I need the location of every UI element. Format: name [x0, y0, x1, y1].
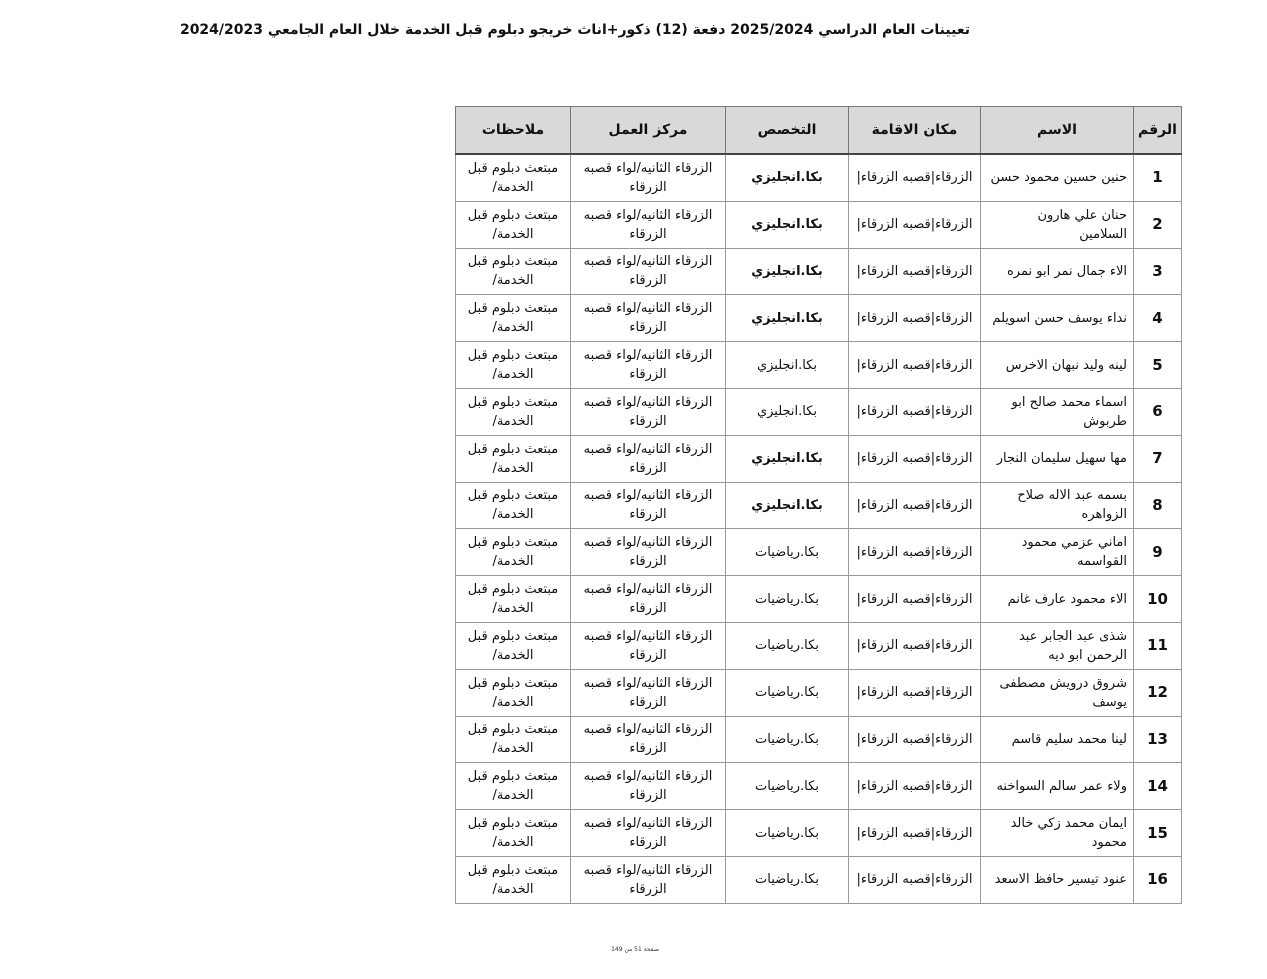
row-notes: مبتعث دبلوم قبل الخدمة/: [456, 856, 571, 903]
row-name: عنود تيسير حافظ الاسعد: [981, 856, 1134, 903]
row-notes: مبتعث دبلوم قبل الخدمة/: [456, 201, 571, 248]
table-row: [456, 388, 1182, 435]
row-number: 12: [1134, 669, 1182, 716]
row-specialty: بكا.انجليزي: [726, 342, 849, 389]
row-workplace: الزرقاء الثانيه/لواء قصبه الزرقاء: [571, 154, 726, 201]
row-workplace: الزرقاء الثانيه/لواء قصبه الزرقاء: [571, 716, 726, 763]
row-number: 3: [1134, 248, 1182, 295]
table-row: [456, 435, 1182, 482]
row-notes: مبتعث دبلوم قبل الخدمة/: [456, 810, 571, 857]
row-workplace: الزرقاء الثانيه/لواء قصبه الزرقاء: [571, 529, 726, 576]
row-specialty: بكا.رياضيات: [726, 576, 849, 623]
row-notes: مبتعث دبلوم قبل الخدمة/: [456, 716, 571, 763]
row-notes: مبتعث دبلوم قبل الخدمة/: [456, 669, 571, 716]
row-name: الاء جمال نمر ابو نمره: [981, 248, 1134, 295]
row-notes: مبتعث دبلوم قبل الخدمة/: [456, 435, 571, 482]
row-number: 8: [1134, 482, 1182, 529]
row-specialty: بكا.رياضيات: [726, 529, 849, 576]
table-row: [456, 576, 1182, 623]
row-workplace: الزرقاء الثانيه/لواء قصبه الزرقاء: [571, 669, 726, 716]
row-specialty: بكا.انجليزي: [726, 482, 849, 529]
row-workplace: الزرقاء الثانيه/لواء قصبه الزرقاء: [571, 435, 726, 482]
table-row: [456, 295, 1182, 342]
table-row: [456, 529, 1182, 576]
row-residence: الزرقاء|قصبه الزرقاء|: [849, 763, 981, 810]
row-residence: الزرقاء|قصبه الزرقاء|: [849, 810, 981, 857]
row-number: 9: [1134, 529, 1182, 576]
table-row: [456, 154, 1182, 201]
header-notes: ملاحظات: [456, 107, 571, 155]
row-name: شذى عبد الجابر عبد الرحمن ابو ديه: [981, 622, 1134, 669]
table-row: [456, 763, 1182, 810]
row-number: 2: [1134, 201, 1182, 248]
row-number: 4: [1134, 295, 1182, 342]
row-workplace: الزرقاء الثانيه/لواء قصبه الزرقاء: [571, 295, 726, 342]
row-notes: مبتعث دبلوم قبل الخدمة/: [456, 529, 571, 576]
row-specialty: بكا.انجليزي: [726, 248, 849, 295]
row-residence: الزرقاء|قصبه الزرقاء|: [849, 482, 981, 529]
row-workplace: الزرقاء الثانيه/لواء قصبه الزرقاء: [571, 388, 726, 435]
row-number: 11: [1134, 622, 1182, 669]
table-row: [456, 856, 1182, 903]
row-specialty: بكا.رياضيات: [726, 622, 849, 669]
row-number: 10: [1134, 576, 1182, 623]
row-name: لينه وليد نبهان الاخرس: [981, 342, 1134, 389]
document-title: تعيينات العام الدراسي 2025/2024 دفعة (12) ذكور+اناث خريجو دبلوم قبل الخدمة خلال العام الجامعي 2024/2023: [179, 22, 970, 38]
row-notes: مبتعث دبلوم قبل الخدمة/: [456, 763, 571, 810]
row-workplace: الزرقاء الثانيه/لواء قصبه الزرقاء: [571, 810, 726, 857]
row-notes: مبتعث دبلوم قبل الخدمة/: [456, 576, 571, 623]
row-notes: مبتعث دبلوم قبل الخدمة/: [456, 482, 571, 529]
row-workplace: الزرقاء الثانيه/لواء قصبه الزرقاء: [571, 576, 726, 623]
row-residence: الزرقاء|قصبه الزرقاء|: [849, 248, 981, 295]
row-specialty: بكا.رياضيات: [726, 763, 849, 810]
row-specialty: بكا.انجليزي: [726, 154, 849, 201]
row-notes: مبتعث دبلوم قبل الخدمة/: [456, 248, 571, 295]
table-row: [456, 248, 1182, 295]
row-workplace: الزرقاء الثانيه/لواء قصبه الزرقاء: [571, 856, 726, 903]
table-row: [456, 342, 1182, 389]
row-number: 16: [1134, 856, 1182, 903]
header-name: الاسم: [981, 107, 1134, 155]
appointments-table: [455, 106, 1182, 904]
header-residence: مكان الاقامة: [849, 107, 981, 155]
row-name: حنان علي هارون السلامين: [981, 201, 1134, 248]
row-specialty: بكا.انجليزي: [726, 295, 849, 342]
row-name: نداء يوسف حسن اسويلم: [981, 295, 1134, 342]
row-number: 6: [1134, 388, 1182, 435]
header-number: الرقم: [1134, 107, 1182, 155]
table-row: [456, 622, 1182, 669]
row-name: بسمه عبد الاله صلاح الزواهره: [981, 482, 1134, 529]
table-row: [456, 482, 1182, 529]
row-specialty: بكا.انجليزي: [726, 435, 849, 482]
row-notes: مبتعث دبلوم قبل الخدمة/: [456, 342, 571, 389]
table-row: [456, 810, 1182, 857]
row-residence: الزرقاء|قصبه الزرقاء|: [849, 295, 981, 342]
row-number: 7: [1134, 435, 1182, 482]
row-number: 1: [1134, 154, 1182, 201]
row-residence: الزرقاء|قصبه الزرقاء|: [849, 529, 981, 576]
table-header-row: [456, 107, 1182, 155]
page-footer: صفحة 51 من 149: [611, 946, 659, 953]
row-residence: الزرقاء|قصبه الزرقاء|: [849, 622, 981, 669]
row-residence: الزرقاء|قصبه الزرقاء|: [849, 342, 981, 389]
row-name: اسماء محمد صالح ابو طربوش: [981, 388, 1134, 435]
header-workplace: مركز العمل: [571, 107, 726, 155]
row-residence: الزرقاء|قصبه الزرقاء|: [849, 716, 981, 763]
row-workplace: الزرقاء الثانيه/لواء قصبه الزرقاء: [571, 342, 726, 389]
row-name: شروق درويش مصطفى يوسف: [981, 669, 1134, 716]
row-number: 15: [1134, 810, 1182, 857]
row-residence: الزرقاء|قصبه الزرقاء|: [849, 435, 981, 482]
row-name: مها سهيل سليمان النجار: [981, 435, 1134, 482]
row-workplace: الزرقاء الثانيه/لواء قصبه الزرقاء: [571, 763, 726, 810]
row-name: لينا محمد سليم قاسم: [981, 716, 1134, 763]
row-workplace: الزرقاء الثانيه/لواء قصبه الزرقاء: [571, 482, 726, 529]
row-name: ايمان محمد زكي خالد محمود: [981, 810, 1134, 857]
row-specialty: بكا.انجليزي: [726, 388, 849, 435]
row-residence: الزرقاء|قصبه الزرقاء|: [849, 388, 981, 435]
row-name: حنين حسين محمود حسن: [981, 154, 1134, 201]
row-notes: مبتعث دبلوم قبل الخدمة/: [456, 388, 571, 435]
row-number: 14: [1134, 763, 1182, 810]
row-residence: الزرقاء|قصبه الزرقاء|: [849, 154, 981, 201]
row-workplace: الزرقاء الثانيه/لواء قصبه الزرقاء: [571, 248, 726, 295]
table-row: [456, 201, 1182, 248]
row-specialty: بكا.انجليزي: [726, 201, 849, 248]
table-row: [456, 716, 1182, 763]
row-number: 5: [1134, 342, 1182, 389]
row-specialty: بكا.رياضيات: [726, 810, 849, 857]
row-workplace: الزرقاء الثانيه/لواء قصبه الزرقاء: [571, 622, 726, 669]
row-name: ولاء عمر سالم السواخنه: [981, 763, 1134, 810]
row-notes: مبتعث دبلوم قبل الخدمة/: [456, 154, 571, 201]
row-residence: الزرقاء|قصبه الزرقاء|: [849, 201, 981, 248]
row-residence: الزرقاء|قصبه الزرقاء|: [849, 576, 981, 623]
row-residence: الزرقاء|قصبه الزرقاء|: [849, 856, 981, 903]
row-residence: الزرقاء|قصبه الزرقاء|: [849, 669, 981, 716]
row-specialty: بكا.رياضيات: [726, 716, 849, 763]
row-number: 13: [1134, 716, 1182, 763]
row-specialty: بكا.رياضيات: [726, 856, 849, 903]
row-name: اماني عزمي محمود القواسمه: [981, 529, 1134, 576]
row-name: الاء محمود عارف غانم: [981, 576, 1134, 623]
row-specialty: بكا.رياضيات: [726, 669, 849, 716]
row-workplace: الزرقاء الثانيه/لواء قصبه الزرقاء: [571, 201, 726, 248]
row-notes: مبتعث دبلوم قبل الخدمة/: [456, 295, 571, 342]
row-notes: مبتعث دبلوم قبل الخدمة/: [456, 622, 571, 669]
table-row: [456, 669, 1182, 716]
header-specialty: التخصص: [726, 107, 849, 155]
